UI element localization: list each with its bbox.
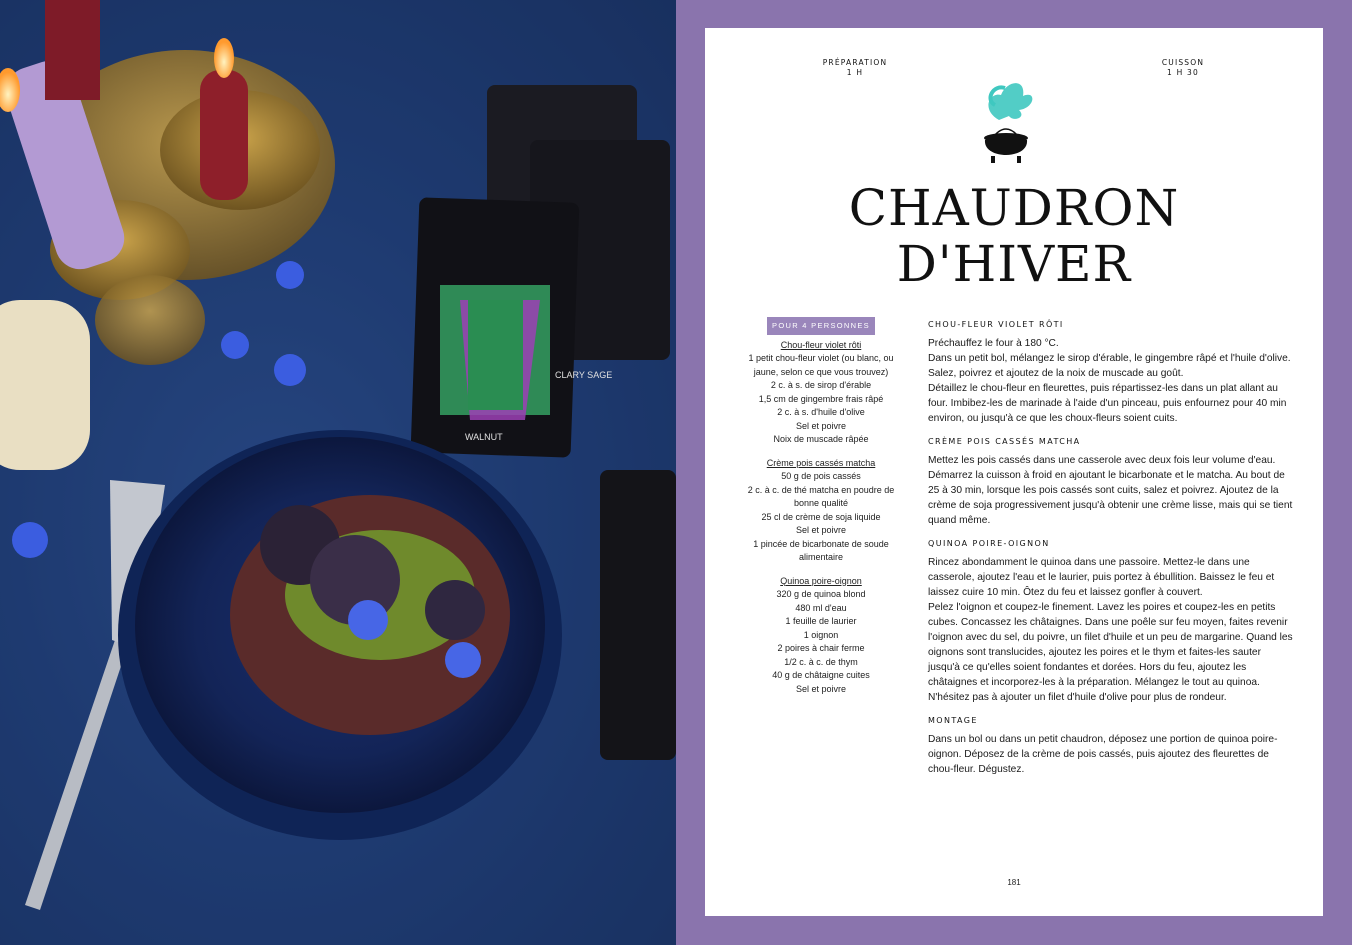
- step-paragraph: Pelez l'oignon et coupez-le finement. Lavez les poires et coupez-les en petits cubes. Concassez les châtaignes. Dans une poêle sur feu moyen, faites revenir l'oignon avec du sel, du poivre, un filet d'huile et un peu de margarine. Quand les oignons sont translucides, ajoutez les poires et le thym et faites-les sauter jusqu'à ce qu'elles soient fondantes et dorées. Hors du feu, ajoutez les châtaignes et incorporez-les à la préparation. Mélangez le tout au quinoa. N'hésitez pas à ajouter un filet d'huile d'olive pour plus de rondeur.: [928, 602, 1293, 703]
- step-paragraph: Préchauffez le four à 180 °C.: [928, 338, 1059, 349]
- prep-time: [795, 58, 915, 78]
- ingredient-item: 2 c. à s. d'huile d'olive: [777, 407, 865, 417]
- step-body: [928, 555, 1293, 705]
- recipe-title-line1: CHAUDRON: [848, 179, 1180, 237]
- recipe-page: [705, 28, 1323, 916]
- ingredient-item: Sel et poivre: [795, 420, 847, 431]
- step-paragraph: Dans un petit bol, mélangez le sirop d'érable, le gingembre râpé et l'huile d'olive. Salez, poivrez et ajoutez de la noix de muscade au goût.: [928, 353, 1291, 379]
- step-body: [928, 453, 1293, 528]
- ingredient-item: 1,5 cm de gingembre frais râpé: [758, 393, 884, 404]
- ingredient-list: [741, 317, 901, 706]
- ingredient-item: 25 cl de crème de soja liquide: [761, 511, 881, 522]
- step-body: [928, 732, 1293, 777]
- step-heading: CRÈME POIS CASSÉS MATCHA: [928, 437, 1081, 446]
- ingredient-item: 40 g de châtaigne cuites: [772, 670, 870, 680]
- ingredient-item: 1 feuille de laurier: [785, 616, 857, 626]
- step-paragraph: Détaillez le chou-fleur en fleurettes, puis répartissez-les dans un plat allant au four. Imbibez-les de marinade à l'aide d'un pinceau, puis enfournez pour 40 min environ, ou jusqu'à ce que les choux-fleurs soient cuits.: [928, 383, 1287, 424]
- step-paragraph: Dans un bol ou dans un petit chaudron, déposez une portion de quinoa poire-oignon. Déposez de la crème de pois cassés, puis ajoutez des fleurettes de chou-fleur. Dégustez.: [928, 734, 1278, 775]
- tarot-card-text-walnut: WALNUT: [465, 432, 503, 442]
- recipe-title: [705, 180, 1323, 292]
- ingredient-item: 1 pincée de bicarbonate de soude alimentaire: [753, 538, 889, 562]
- ingredient-item: 320 g de quinoa blond: [776, 589, 866, 599]
- ingredient-item: Sel et poivre: [795, 525, 847, 535]
- ingredient-group: [741, 339, 901, 447]
- step-heading: CHOU-FLEUR VIOLET RÔTI: [928, 320, 1064, 329]
- prep-time-value: 1 H: [846, 68, 864, 77]
- step-paragraph: Rincez abondamment le quinoa dans une passoire. Mettez-le dans une casserole, ajoutez l'eau et le laurier, puis portez à ébullition. Baissez le feu et laissez cuire 10 min. Ôtez du feu et laissez gonfler à couvert.: [928, 557, 1275, 598]
- step-paragraph: Mettez les pois cassés dans une casserole avec deux fois leur volume d'eau. Démarrez la cuisson à froid en ajoutant le bicarbonate et le matcha. Au bout de 25 à 30 min, lorsque les pois cassés sont cuits, salez et poivrez. Ajoutez de la crème de soja progressivement jusqu'à obtenir une crème lisse, mais qui se tient quand même.: [928, 455, 1293, 526]
- ingredient-item: 2 poires à chair ferme: [777, 643, 865, 653]
- ingredient-group: [741, 457, 901, 565]
- step-heading: QUINOA POIRE-OIGNON: [928, 539, 1050, 548]
- cook-time-label: CUISSON: [1161, 58, 1205, 67]
- servings-badge: POUR 4 PERSONNES: [767, 317, 875, 335]
- ingredient-item: 1 petit chou-fleur violet (ou blanc, ou jaune, selon ce que vous trouvez): [748, 353, 894, 377]
- prep-time-label: PRÉPARATION: [822, 58, 888, 67]
- cauldron-icon: [971, 70, 1041, 165]
- cook-time: [1123, 58, 1243, 78]
- method-steps: [928, 317, 1293, 785]
- step-heading: MONTAGE: [928, 716, 978, 725]
- ingredient-item: 1/2 c. à c. de thym: [784, 656, 858, 667]
- ingredient-item: 2 c. à c. de thé matcha en poudre de bonne qualité: [747, 484, 895, 508]
- recipe-title-line2: D'HIVER: [896, 235, 1132, 293]
- ingredient-item: Sel et poivre: [795, 683, 847, 694]
- page-number: 181: [1007, 878, 1021, 887]
- step-body: [928, 336, 1293, 426]
- ingredient-group-heading: Chou-fleur violet rôti: [780, 339, 862, 350]
- ingredient-item: 1 oignon: [803, 629, 839, 640]
- ingredient-group-heading: Quinoa poire-oignon: [780, 575, 862, 586]
- ingredient-group-heading: Crème pois cassés matcha: [766, 457, 876, 468]
- cook-time-value: 1 H 30: [1167, 68, 1199, 77]
- ingredient-item: 480 ml d'eau: [795, 602, 847, 613]
- ingredient-item: 2 c. à s. de sirop d'érable: [770, 380, 872, 390]
- ingredient-item: Noix de muscade râpée: [773, 434, 869, 444]
- ingredient-item: 50 g de pois cassés: [781, 471, 861, 481]
- bowl: [118, 430, 562, 840]
- ingredient-group: [741, 575, 901, 697]
- tarot-card-text-clary-sage: CLARY SAGE: [555, 370, 613, 380]
